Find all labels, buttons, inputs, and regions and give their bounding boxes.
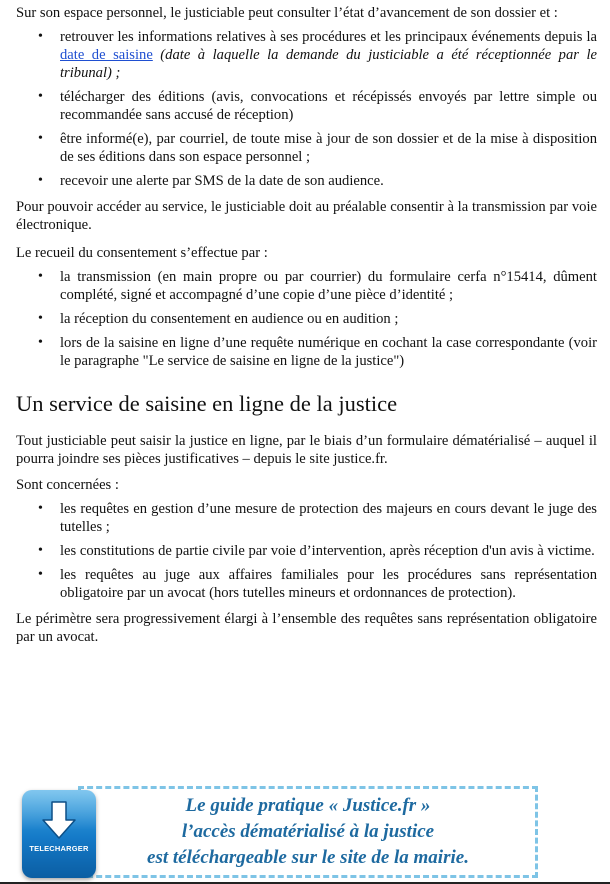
document-page <box>16 0 597 646</box>
list-item: • retrouver les informations relatives à ses procédures et les principaux événements depuis la date de saisine (date à laquelle la demande du justiciable a été réceptionnée par le tribunal) ; <box>38 29 597 81</box>
bullet-icon: • <box>38 173 43 188</box>
download-arrow-icon[interactable] <box>22 790 96 878</box>
banner-line-3: est téléchargeable sur le site de la mairie. <box>147 847 469 868</box>
bullet-icon: • <box>38 311 43 326</box>
bullet-icon: • <box>38 543 43 558</box>
concerned-list <box>16 500 597 602</box>
list-item: • les constitutions de partie civile par voie d’intervention, après réception d'un avis à victime. <box>38 543 595 559</box>
bullet-icon: • <box>38 501 43 516</box>
date-de-saisine-link[interactable]: date de saisine <box>60 47 153 63</box>
closing-paragraph: Le périmètre sera progressivement élargi à l’ensemble des requêtes sans représentation obligatoire par un avocat. <box>16 611 597 645</box>
section-heading: Un service de saisine en ligne de la justice <box>16 391 398 416</box>
list-item: • lors de la saisine en ligne d’une requête numérique en cochant la case correspondante (voir le paragraphe "Le service de saisine en ligne de la justice") <box>38 335 597 369</box>
section-paragraph: Tout justiciable peut saisir la justice en ligne, par le biais d’un formulaire dématérialisé – auquel il pourra joindre ses pièces justificatives – depuis le site justice.fr. <box>16 433 597 467</box>
list-item: • les requêtes en gestion d’une mesure de protection des majeurs en cours devant le juge des tutelles ; <box>38 501 597 535</box>
list-item: • la transmission (en main propre ou par courrier) du formulaire cerfa n°15414, dûment complété, signé et accompagné d’une copie d’une pièce d’identité ; <box>38 269 597 303</box>
list-item: • la réception du consentement en audience ou en audition ; <box>38 311 399 327</box>
download-banner[interactable] <box>78 786 538 878</box>
banner-line-2: l’accès dématérialisé à la justice <box>181 821 435 842</box>
arrow-down-icon <box>39 800 79 842</box>
banner-text <box>81 793 535 871</box>
list-item: • les requêtes au juge aux affaires familiales pour les procédures sans représentation obligatoire par un avocat (hors tutelles mineurs et ordonnances de protection). <box>38 567 597 601</box>
bullet-icon: • <box>38 89 43 104</box>
consent-list <box>16 268 597 370</box>
download-label: TELECHARGER <box>29 844 89 853</box>
list-item: • recevoir une alerte par SMS de la date de son audience. <box>38 173 384 189</box>
bullet-icon: • <box>38 29 43 44</box>
bullet-icon: • <box>38 131 43 146</box>
bullet-icon: • <box>38 269 43 284</box>
banner-line-1: Le guide pratique « Justice.fr » <box>185 795 431 816</box>
intro-list <box>16 28 597 190</box>
list-item: • télécharger des éditions (avis, convocations et récépissés envoyés par lettre simple ou recommandée sans accusé de réception) <box>38 89 597 123</box>
bullet-icon: • <box>38 335 43 350</box>
access-paragraph: Pour pouvoir accéder au service, le justiciable doit au préalable consentir à la transmission par voie électronique. <box>16 199 597 233</box>
list-item: • être informé(e), par courriel, de toute mise à jour de son dossier et de la mise à disposition de ses éditions dans son espace personnel ; <box>38 131 597 165</box>
intro-paragraph: Sur son espace personnel, le justiciable peut consulter l’état d’avancement de son dossier et : <box>16 5 558 21</box>
bullet-icon: • <box>38 567 43 582</box>
concerned-label: Sont concernées : <box>16 477 119 493</box>
consent-paragraph: Le recueil du consentement s’effectue par : <box>16 245 268 261</box>
